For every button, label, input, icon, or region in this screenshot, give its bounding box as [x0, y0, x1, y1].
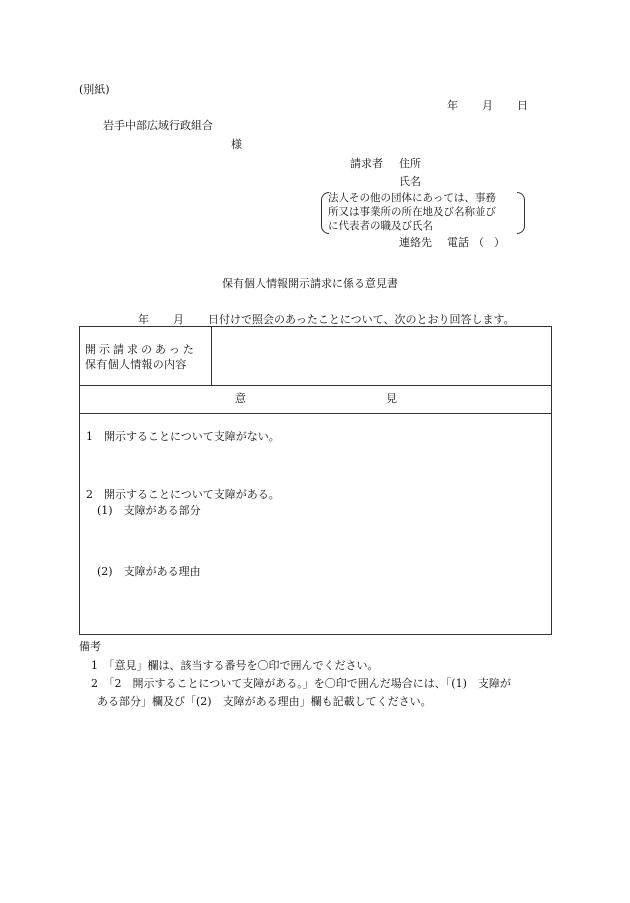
opinion-header-1: 意 [235, 392, 246, 405]
remarks-note-2-line1: 2 「2 開示することについて支障がある。」を〇印で囲んだ場合には、「(1) 支障が [91, 677, 511, 690]
info-label-line2: 保有個人情報の内容 [85, 358, 187, 371]
remarks-note-2-line2: ある部分」欄及び「(2) 支障がある理由」欄も記載してください。 [97, 695, 432, 708]
opinion-option-1[interactable]: 1 開示することについて支障がない。 [86, 430, 280, 443]
table-divider-1 [80, 385, 551, 386]
opinion-option-2[interactable]: 2 開示することについて支障がある。 [86, 488, 280, 501]
intro-year-label: 年 [138, 313, 149, 326]
remarks-note-1: 1 「意見」欄は、該当する番号を〇印で囲んでください。 [91, 659, 379, 672]
attachment-label: (別紙) [79, 83, 110, 96]
opinion-table [79, 326, 552, 635]
corp-note-line2: 所又は事業所の所在地及び名称並び [328, 206, 496, 218]
phone-paren-open: （ [473, 236, 484, 249]
document-title: 保有個人情報開示請求に係る意見書 [222, 277, 398, 290]
phone-paren-close: ） [494, 236, 505, 249]
info-value-cell[interactable] [220, 337, 545, 377]
name-label: 氏名 [399, 175, 421, 188]
remarks-title: 備考 [79, 640, 101, 653]
addressee: 岩手中部広域行政組合 [103, 119, 213, 132]
option2-sub1: (1) 支障がある部分 [97, 504, 201, 517]
intro-text: 日付けで照会のあったことについて、次のとおり回答します。 [208, 313, 515, 326]
info-column-divider [211, 327, 212, 385]
date-day-label: 日 [517, 99, 528, 112]
corp-note-line3: に代表者の職及び氏名 [328, 220, 433, 232]
phone-label: 電話 [447, 236, 469, 249]
corp-note-line1: 法人その他の団体にあっては、事務 [328, 192, 496, 204]
intro-month-label: 月 [173, 313, 184, 326]
right-bracket [517, 192, 525, 234]
contact-label: 連絡先 [399, 236, 432, 249]
date-year-label: 年 [447, 99, 458, 112]
address-label: 住所 [399, 157, 421, 170]
info-label-line1: 開示請求のあった [85, 343, 197, 356]
option2-sub2: (2) 支障がある理由 [97, 565, 201, 578]
requester-label: 請求者 [350, 157, 383, 170]
opinion-header-2: 見 [386, 392, 397, 405]
date-month-label: 月 [482, 99, 493, 112]
table-divider-2 [80, 413, 551, 414]
honorific: 様 [231, 138, 242, 151]
